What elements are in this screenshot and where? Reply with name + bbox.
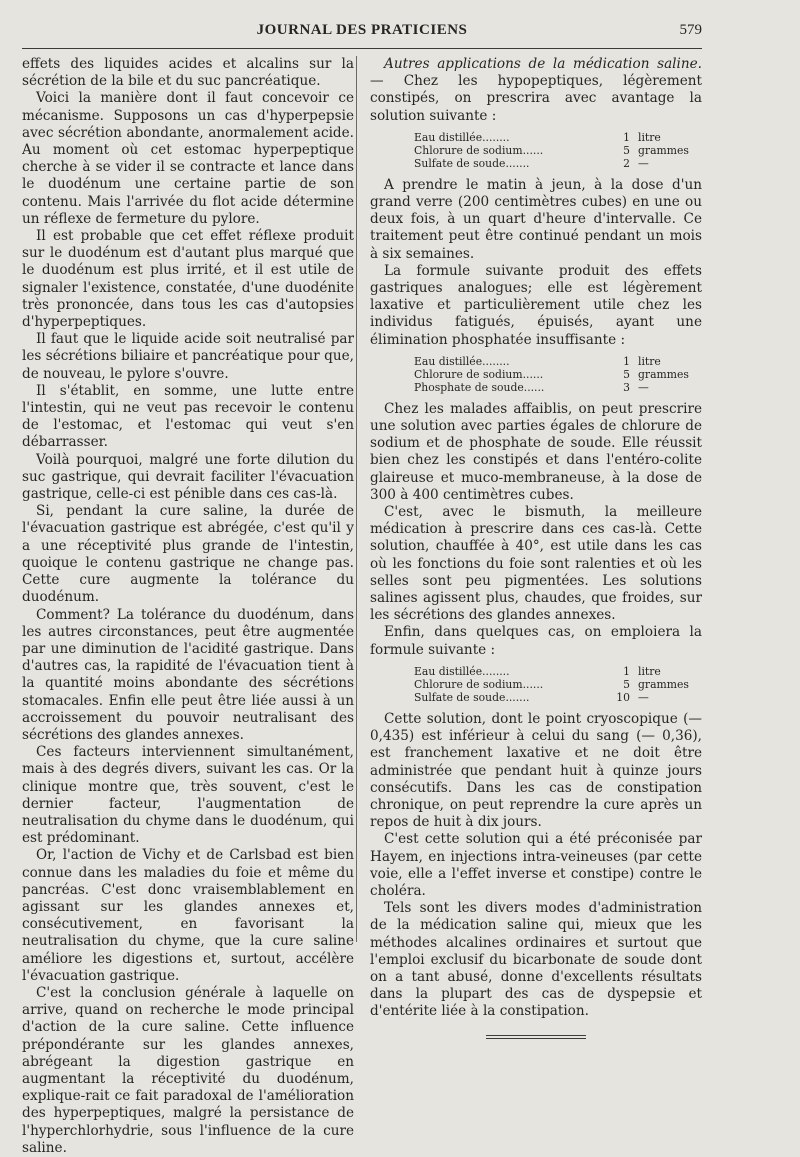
ingredient: Chlorure de sodium	[414, 367, 523, 381]
paragraph: La formule suivante produit des effets gastriques analogues; elle est légèrement laxative et particulièrement utile chez les individus fatigués, épuisés, ayant une élimination phosphatée insuffisante :	[370, 262, 702, 348]
quantity: 3	[623, 380, 630, 394]
unit: —	[638, 156, 649, 170]
quantity: 5	[623, 367, 630, 381]
paragraph: Tels sont les divers modes d'administration de la médication saline qui, mieux que les méthodes alcalines ordinaires et surtout que l'emploi exclusif du bicarbonate de soude dont on a tant abusé, donne d'excellents résultats dans la plupart des cas de dyspepsie et d'entérite liée à la constipation.	[370, 900, 702, 1020]
running-head: JOURNAL DES PRATICIENS	[256, 22, 468, 38]
paragraph: Si, pendant la cure saline, la durée de l'évacuation gastrique est abrégée, c'est qu'il y a une réceptivité plus grande de l'intestin, quoique le contenu gastrique ne change pas. Cette cure augmente la tolérance du duodénum.	[22, 503, 354, 606]
section-intro	[370, 56, 702, 125]
unit: litre	[638, 130, 661, 144]
leader-dots: ......	[522, 677, 544, 691]
quantity: 10	[616, 690, 630, 704]
leader-dots: ......	[522, 143, 544, 157]
leader-dots: .......	[505, 156, 530, 170]
page-header	[22, 14, 702, 49]
paragraph: Il s'établit, en somme, une lutte entre l'intestin, qui ne veut pas recevoir le contenu de l'estomac, et l'estomac qui veut s'en débarrasser.	[22, 382, 354, 451]
paragraph: Cette solution, dont le point cryoscopique (— 0,435) est inférieur à celui du sang (— 0,36), est franchement laxative et ne doit être administrée que pendant huit à quinze jours consécutifs. Dans les cas de constipation chronique, on peut reprendre la cure après un repos de huit à dix jours.	[370, 710, 702, 831]
formula-row	[414, 665, 689, 678]
leader-dots: .......	[505, 690, 530, 704]
paragraph: Voici la manière dont il faut concevoir ce mécanisme. Supposons un cas d'hyperpepsie avec sécrétion abondante, anormalement acide. Au moment où cet estomac hyperpeptique cherche à se vider il se contracte et lance dans le duodénum une certaine partie de son contenu. Mais l'arrivée du flot acide détermine un réflexe de fermeture du pylore.	[22, 90, 354, 227]
page-number: 579	[679, 22, 702, 38]
formula-table	[414, 665, 689, 704]
formula-row	[414, 691, 689, 704]
unit: grammes	[638, 143, 689, 157]
leader-dots: ........	[482, 664, 510, 678]
quantity: 1	[623, 130, 630, 144]
paragraph: Or, l'action de Vichy et de Carlsbad est bien connue dans les maladies du foie et même du pancréas. C'est donc vraisemblablement en agissant sur les glandes annexes et, consécutivement, en favorisant la neutralisation du chyme, que la cure saline améliore les digestions et, surtout, accélère l'évacuation gastrique.	[22, 847, 354, 984]
unit: litre	[638, 664, 661, 678]
formula-row	[414, 144, 689, 157]
quantity: 5	[623, 143, 630, 157]
left-column	[22, 56, 354, 1157]
right-column	[370, 56, 702, 1039]
paragraph: effets des liquides acides et alcalins sur la sécrétion de la bile et du suc pancréatique.	[22, 56, 354, 90]
quantity: 1	[623, 664, 630, 678]
leader-dots: ......	[523, 380, 545, 394]
paragraph: A prendre le matin à jeun, à la dose d'un grand verre (200 centimètres cubes) en une ou deux fois, à un quart d'heure d'intervalle. Ce traitement peut être continué pendant un mois à six semaines.	[370, 176, 702, 262]
ingredient: Sulfate de soude	[414, 156, 506, 170]
unit: grammes	[638, 677, 689, 691]
column-divider	[356, 56, 357, 942]
leader-dots: ........	[482, 130, 510, 144]
unit: litre	[638, 354, 661, 368]
ingredient: Eau distillée	[414, 130, 483, 144]
paragraph: C'est la conclusion générale à laquelle on arrive, quand on recherche le mode principal d'action de la cure saline. Cette influence prépondérante sur les glandes annexes, abrégeant la digestion gastrique en augmentant la réceptivité du duodénum, explique-rait ce fait paradoxal de l'amélioration des hyperpeptiques, malgré la persistance de l'hyperchlorhydrie, sous l'influence de la cure saline.	[22, 984, 354, 1156]
unit: grammes	[638, 367, 689, 381]
quantity: 1	[623, 354, 630, 368]
formula-table	[414, 355, 689, 394]
ingredient: Phosphate de soude	[414, 380, 524, 394]
ingredient: Eau distillée	[414, 354, 483, 368]
ingredient: Chlorure de sodium	[414, 143, 523, 157]
paragraph: Il est probable que cet effet réflexe produit sur le duodénum est d'autant plus marqué que le duodénum est plus irrité, et il est utile de signaler l'existence, constatée, d'une duodénite très prononcée, dans tous les cas d'autopsies d'hyperpeptiques.	[22, 228, 354, 331]
formula-row	[414, 678, 689, 691]
paragraph: Ces facteurs interviennent simultanément, mais à des degrés divers, suivant les cas. Or la clinique montre que, très souvent, c'est le dernier facteur, l'augmentation de neutralisation du chyme dans le duodénum, qui est prédominant.	[22, 744, 354, 847]
ingredient: Sulfate de soude	[414, 690, 506, 704]
formula-table	[414, 131, 689, 170]
formula-row	[414, 381, 689, 394]
formula-row	[414, 157, 689, 170]
paragraph: C'est cette solution qui a été préconisée par Hayem, en injections intra-veineuses (par cette voie, elle a l'effet inverse et constipe) contre le choléra.	[370, 831, 702, 899]
formula-row	[414, 355, 689, 368]
ingredient: Eau distillée	[414, 664, 483, 678]
quantity: 2	[623, 156, 630, 170]
leader-dots: ......	[522, 367, 544, 381]
paragraph: Il faut que le liquide acide soit neutralisé par les sécrétions biliaire et pancréatique pour que, de nouveau, le pylore s'ouvre.	[22, 331, 354, 382]
unit: —	[638, 690, 649, 704]
ingredient: Chlorure de sodium	[414, 677, 523, 691]
section-subhead: Autres applications de la médication saline.	[384, 56, 702, 72]
formula-row	[414, 368, 689, 381]
leader-dots: ........	[482, 354, 510, 368]
paragraph: Voilà pourquoi, malgré une forte dilution du suc gastrique, qui devrait faciliter l'évacuation gastrique, celle-ci est pénible dans ces cas-là.	[22, 451, 354, 503]
paragraph: Chez les malades affaiblis, on peut prescrire une solution avec parties égales de chlorure de sodium et de phosphate de soude. Elle réussit bien chez les constipés et dans l'entéro-colite glaireuse et muco-membraneuse, à la dose de 300 à 400 centimètres cubes.	[370, 400, 702, 503]
formula-row	[414, 131, 689, 144]
end-of-article-rule	[486, 1035, 586, 1039]
section-intro-text: — Chez les hypopeptiques, légèrement constipés, on prescrira avec avantage la solution suivante :	[370, 73, 702, 124]
unit: —	[638, 380, 649, 394]
quantity: 5	[623, 677, 630, 691]
paragraph: C'est, avec le bismuth, la meilleure médication à prescrire dans ces cas-là. Cette solution, chauffée à 40°, est utile dans les cas où les fonctions du foie sont ralenties et où les selles sont peu pigmentées. Les solutions salines agissent plus, chaudes, que froides, sur les sécrétions des glandes annexes.	[370, 504, 702, 624]
paragraph: Enfin, dans quelques cas, on emploiera la formule suivante :	[370, 624, 702, 658]
paragraph: Comment? La tolérance du duodénum, dans les autres circonstances, peut être augmentée par une diminution de l'acidité gastrique. Dans d'autres cas, la rapidité de l'évacuation tient à la quantité moins abondante des sécrétions stomacales. Enfin elle peut être liée aussi à un accroissement du pouvoir neutralisant des sécrétions des glandes annexes.	[22, 606, 354, 743]
